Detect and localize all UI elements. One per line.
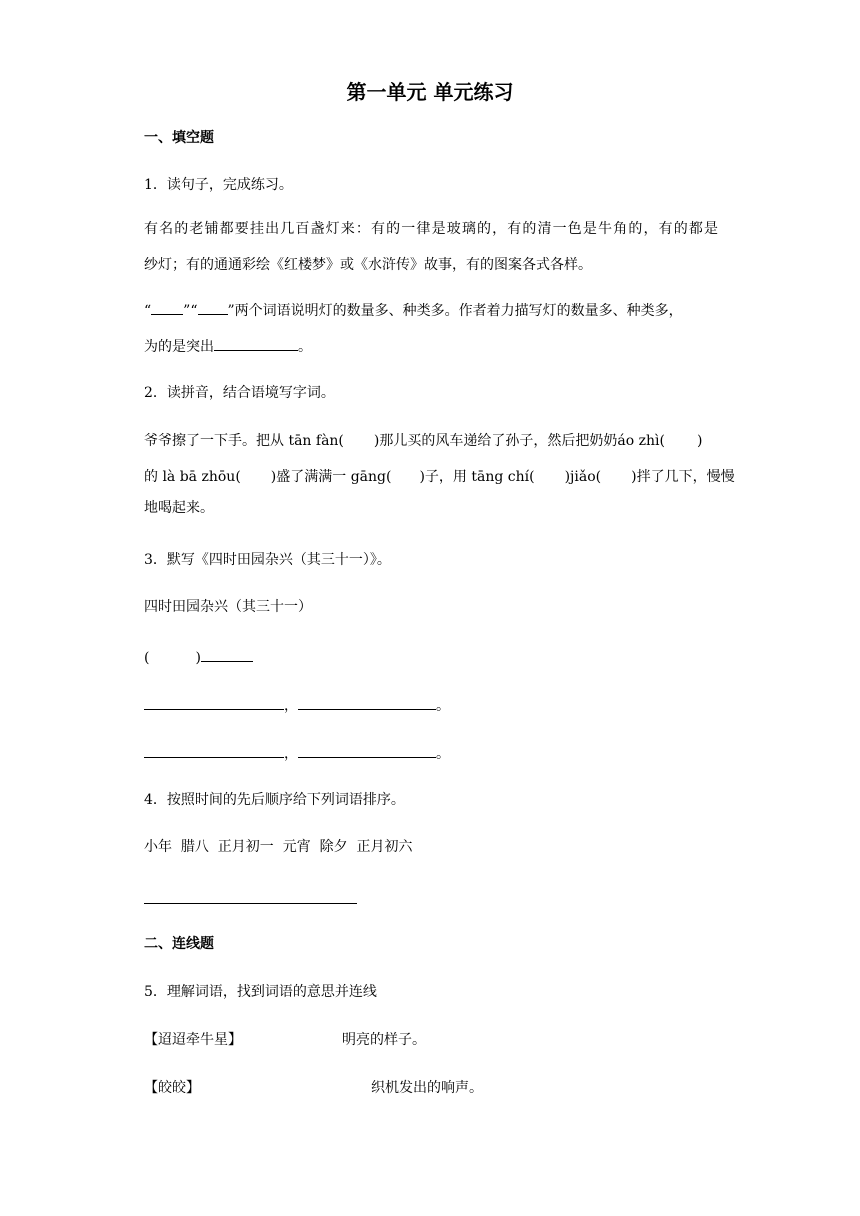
question-1-passage-line-1: 有名的老铺都要挂出几百盏灯来：有的一律是玻璃的，有的清一色是牛角的，有的都是 [144, 221, 718, 237]
pinyin-segment: 的 là bā zhōu( [144, 469, 241, 485]
open-quote: “ [144, 303, 152, 319]
question-5-stem: 5．理解词语，找到词语的意思并连线 [144, 984, 377, 1000]
poem-line-2 [144, 745, 450, 762]
period: 。 [436, 746, 450, 762]
comma: ， [284, 746, 298, 762]
blank-author[interactable] [201, 649, 253, 662]
pinyin-segment: )拌了几下，慢慢 [631, 469, 735, 485]
question-1-prompt-line-2 [144, 338, 312, 355]
poem-title: 四时田园杂兴（其三十一） [144, 599, 312, 615]
section-heading-fill-blank: 一、填空题 [144, 130, 214, 146]
match-left-item-1[interactable]: 【迢迢牵牛星】 [144, 1032, 242, 1048]
answer-line-order[interactable] [144, 903, 357, 904]
pinyin-segment: ) [696, 433, 703, 449]
blank-poem-line-2a[interactable] [144, 745, 284, 758]
match-right-item-1[interactable]: 明亮的样子。 [342, 1032, 426, 1048]
question-4-words: 小年 腊八 正月初一 元宵 除夕 正月初六 [144, 839, 413, 855]
pinyin-segment: )盛了满满一 gāng( [270, 469, 392, 485]
section-heading-matching: 二、连线题 [144, 936, 214, 952]
page-title: 第一单元 单元练习 [346, 80, 514, 104]
paren-close: ) [195, 650, 201, 666]
blank-poem-line-2b[interactable] [298, 745, 436, 758]
question-2-stem: 2．读拼音，结合语境写字词。 [144, 385, 335, 401]
question-1-stem: 1．读句子，完成练习。 [144, 177, 293, 193]
question-3-stem: 3．默写《四时田园杂兴（其三十一）》。 [144, 552, 391, 568]
prompt-text-2: 为的是突出 [144, 339, 214, 355]
end-period: 。 [298, 339, 312, 355]
poem-line-1 [144, 697, 450, 714]
blank-poem-line-1b[interactable] [298, 697, 436, 710]
match-left-item-2[interactable]: 【皎皎】 [144, 1080, 200, 1096]
blank-purpose[interactable] [214, 338, 298, 351]
question-1-prompt-line-1 [144, 302, 683, 319]
blank-poem-line-1a[interactable] [144, 697, 284, 710]
blank-word-1[interactable] [151, 302, 183, 315]
question-2-line-2 [144, 469, 735, 485]
match-right-item-2[interactable]: 织机发出的响声。 [371, 1080, 483, 1096]
pinyin-segment: 爷爷擦了一下手。把从 tān fàn( [144, 433, 344, 449]
pinyin-segment: )jiǎo( [564, 469, 602, 485]
question-2-line-3: 地喝起来。 [144, 500, 214, 516]
paren-open: ( [144, 650, 150, 666]
middle-quotes: ”“ [183, 303, 198, 319]
poem-author-line [144, 649, 253, 666]
period: 。 [436, 698, 450, 714]
prompt-text: ”两个词语说明灯的数量多、种类多。作者着力描写灯的数量多、种类多， [227, 303, 683, 319]
question-2-line-1 [144, 433, 702, 449]
comma: ， [284, 698, 298, 714]
blank-word-2[interactable] [198, 302, 228, 315]
pinyin-segment: )子，用 tāng chí( [419, 469, 535, 485]
pinyin-segment: )那儿买的风车递给了孙子，然后把奶奶áo zhì( [373, 433, 665, 449]
question-4-stem: 4．按照时间的先后顺序给下列词语排序。 [144, 792, 405, 808]
question-1-passage-line-2: 纱灯；有的通通彩绘《红楼梦》或《水浒传》故事，有的图案各式各样。 [144, 257, 592, 273]
